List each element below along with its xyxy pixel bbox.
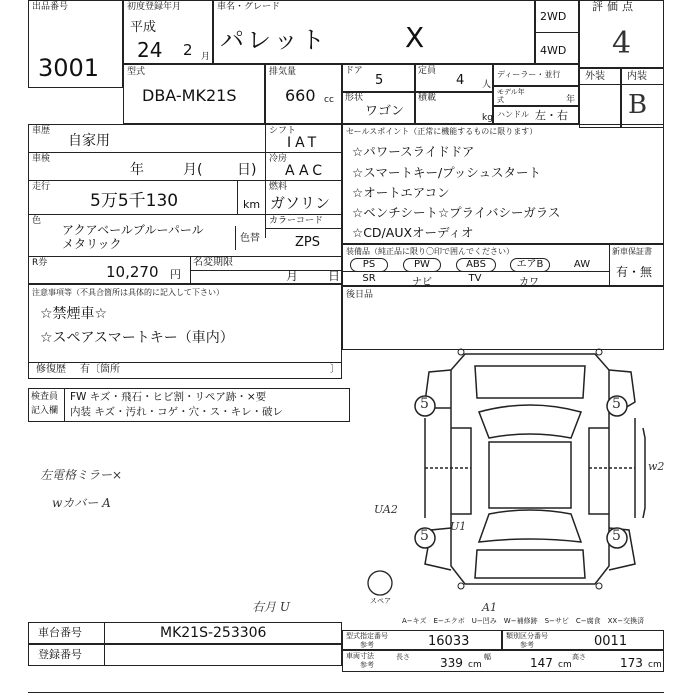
fuel-label: 燃料: [269, 182, 288, 192]
width-value: 147: [530, 656, 553, 670]
option-row-line: [342, 271, 609, 272]
equipment-label: 装備品（純正品に限り〇印で囲んでください）: [346, 247, 514, 256]
row-line: [28, 180, 342, 181]
shape-label: 形状: [345, 93, 364, 103]
mileage: 5万5千130: [90, 191, 179, 211]
class-label: 類別区分番号: [506, 632, 548, 640]
doors: 5: [375, 73, 384, 88]
color-code-label: カラーコード: [269, 216, 324, 226]
repair-label: 修復歴: [36, 364, 66, 375]
col-line: [237, 180, 238, 214]
inspection-label: 車検: [32, 154, 51, 164]
drive-divider: [535, 32, 579, 33]
rear-window: [479, 510, 581, 542]
option-pw: PW: [403, 258, 441, 272]
reg-month: 2: [183, 41, 193, 59]
light-rear-right: [596, 583, 602, 589]
recycle-amount: 10,270: [106, 263, 159, 281]
spare-label: スペア: [370, 597, 391, 605]
exterior-label: 外装: [585, 71, 605, 82]
handwritten-note-2: wカバー A: [52, 496, 111, 510]
era: 平成: [130, 20, 157, 35]
history-label: 車歴: [32, 126, 51, 136]
shift: IAT: [287, 135, 321, 151]
shape: ワゴン: [365, 104, 405, 119]
inspector-label-1: 検査員: [31, 392, 59, 402]
displacement: 660: [285, 86, 316, 105]
lot-number: 3001: [38, 54, 100, 82]
class-sub: 参考: [520, 641, 534, 649]
score-value: 4: [612, 26, 632, 61]
color-line2: メタリック: [62, 237, 122, 251]
option-ps: PS: [350, 258, 388, 272]
reg-year: 24: [137, 38, 163, 62]
color-label: 色: [32, 216, 42, 226]
height-unit: cm: [648, 660, 662, 670]
recycle-unit: 円: [170, 268, 181, 281]
sales-item: ☆パワースライドドア: [352, 144, 475, 159]
dims-sub: 参考: [360, 661, 374, 669]
mileage-unit: km: [243, 198, 261, 211]
load-unit: kg: [482, 113, 493, 123]
new-car-value: 有・無: [616, 265, 653, 279]
color-code: ZPS: [295, 235, 320, 250]
inspection-month: 月(: [183, 162, 203, 178]
dims-label: 車両寸法: [346, 652, 374, 660]
tire-rr-mark: 5: [612, 528, 621, 544]
name-change-day: 日: [328, 269, 341, 283]
height-label: 高さ: [572, 653, 586, 661]
first-reg-label: 初度登録年月: [127, 2, 182, 12]
sales-item: ☆オートエアコン: [352, 185, 450, 200]
repair-close: 〕: [330, 364, 340, 375]
sales-item: ☆ベンチシート☆プライバシーガラス: [352, 205, 561, 220]
inspector-row2: 内装 キズ・汚れ・コゲ・穴・ス・キレ・破レ: [70, 406, 284, 418]
drive-4wd: 4WD: [540, 44, 567, 57]
capacity-label: 定員: [418, 66, 437, 76]
width-label: 幅: [484, 653, 491, 661]
recycle-label: R券: [32, 258, 48, 268]
load-label: 積載: [418, 93, 437, 103]
hood: [475, 366, 585, 398]
option-kawa: カワ: [519, 277, 539, 288]
row-line: [265, 228, 342, 229]
height-value: 173: [620, 656, 643, 670]
dims-box: [342, 650, 664, 672]
option-sr: SR: [362, 273, 376, 284]
row-line: [28, 152, 342, 153]
handle: 左・右: [535, 109, 568, 122]
sales-item: ☆CD/AUXオーディオ: [352, 225, 474, 240]
capacity: 4: [456, 73, 465, 88]
handwritten-mark-right: 右月 U: [252, 600, 290, 614]
row-line: [190, 270, 342, 271]
reg-month-unit: 月: [201, 52, 211, 62]
light-front-left: [458, 349, 464, 355]
length-unit: cm: [468, 660, 482, 670]
light-front-right: [596, 349, 602, 355]
length-label: 長さ: [396, 653, 410, 661]
handle-label: ハンドル: [497, 110, 529, 119]
spare-tire-icon: [364, 568, 396, 600]
chassis-label: 車台番号: [38, 626, 82, 639]
history: 自家用: [68, 133, 110, 149]
tire-fr-mark: 5: [612, 396, 621, 412]
ac-label: 冷房: [269, 154, 288, 164]
option-navi: ナビ: [412, 277, 432, 288]
type-approval-number: 16033: [428, 634, 470, 649]
repair-value: 有〔箇所: [80, 364, 120, 375]
col-line: [609, 244, 610, 286]
car-grade: X: [405, 21, 425, 54]
lot-label: 出品番号: [32, 2, 69, 12]
class-number: 0011: [594, 634, 628, 649]
bottom-strip: [28, 692, 664, 693]
model-label: 車名・グレード: [217, 2, 281, 12]
damage-mark-ua2: UA2: [374, 503, 398, 516]
color-change-label: 色替: [240, 233, 260, 244]
handwritten-note-1: 左電格ミラー×: [40, 468, 123, 482]
displacement-unit: cc: [324, 95, 334, 105]
name-change-month: 月: [286, 269, 299, 283]
option-aw: AW: [573, 259, 591, 270]
shift-label: シフト: [269, 126, 297, 136]
reg-label: 登録番号: [38, 648, 82, 661]
sales-label: セールスポイント（正常に機能するものに限ります）: [346, 127, 538, 136]
doors-label: ドア: [345, 66, 363, 76]
type-approval-label: 型式指定番号: [346, 632, 388, 640]
notes-label: 注意事項等（不具合箇所は具体的に記入して下さい）: [32, 288, 224, 297]
length-value: 339: [440, 656, 463, 670]
col-line: [190, 256, 191, 284]
color-line1: アクアベールブルーパール: [62, 223, 204, 237]
option-tv: TV: [468, 273, 482, 284]
windshield: [479, 405, 581, 438]
side-bracket: [643, 428, 645, 518]
fuel: ガソリン: [270, 194, 331, 212]
light-rear-left: [458, 583, 464, 589]
post-label: 後日品: [346, 290, 374, 300]
col-line: [235, 226, 236, 250]
sales-item: ☆スマートキー/プッシュスタート: [352, 165, 542, 180]
repair-line: [28, 362, 342, 363]
chassis-number: MK21S-253306: [160, 625, 267, 641]
roof: [489, 442, 571, 508]
inspection-day: 日): [237, 162, 257, 178]
dealer-label: ディーラー・並行: [497, 70, 561, 79]
inspector-label-2: 記入欄: [31, 406, 59, 416]
tire-rl-mark: 5: [420, 528, 429, 544]
model-code-label: 型式: [127, 67, 146, 77]
drive-2wd: 2WD: [540, 10, 567, 23]
ac: AAC: [285, 163, 327, 179]
exterior-strip: [579, 84, 664, 85]
damage-legend: A−キズ E−エクボ U−凹み W−補修跡 S−サビ C−腐食 XX−交換済: [402, 617, 645, 625]
damage-mark-a1: A1: [482, 601, 497, 614]
capacity-unit: 人: [482, 80, 492, 90]
model-year-label: モデル年式: [497, 88, 525, 104]
row-line: [28, 214, 342, 215]
model-year-unit: 年: [566, 95, 576, 105]
inspection-year: 年: [130, 162, 144, 178]
inspector-divider: [64, 388, 65, 422]
interior-grade: B: [628, 90, 648, 120]
mileage-label: 走行: [32, 182, 51, 192]
tire-fl-mark: 5: [420, 396, 429, 412]
note-line2: ☆スペアスマートキー（車内）: [40, 330, 234, 346]
width-unit: cm: [558, 660, 572, 670]
model-code: DBA-MK21S: [142, 86, 237, 105]
inspector-row1: FW キズ・飛石・ヒビ割・リペア跡・×要: [70, 391, 267, 403]
name-change-label: 名変期限: [193, 257, 233, 268]
row-line: [28, 256, 342, 257]
option-abs: ABS: [456, 258, 496, 272]
option-airbag: エアB: [510, 258, 550, 272]
note-line1: ☆禁煙車☆: [40, 306, 108, 322]
tailgate: [475, 550, 585, 578]
damage-mark-w2: w2: [648, 460, 665, 473]
displacement-label: 排気量: [269, 67, 297, 77]
damage-mark-u1: U1: [450, 520, 467, 533]
car-damage-diagram: [395, 338, 665, 598]
new-car-label: 新車保証書: [612, 247, 652, 256]
type-approval-sub: 参考: [360, 641, 374, 649]
col-line: [265, 124, 266, 238]
score-label: 評価点: [592, 0, 637, 13]
car-name: パレット: [220, 26, 328, 54]
interior-label: 内装: [627, 71, 647, 82]
